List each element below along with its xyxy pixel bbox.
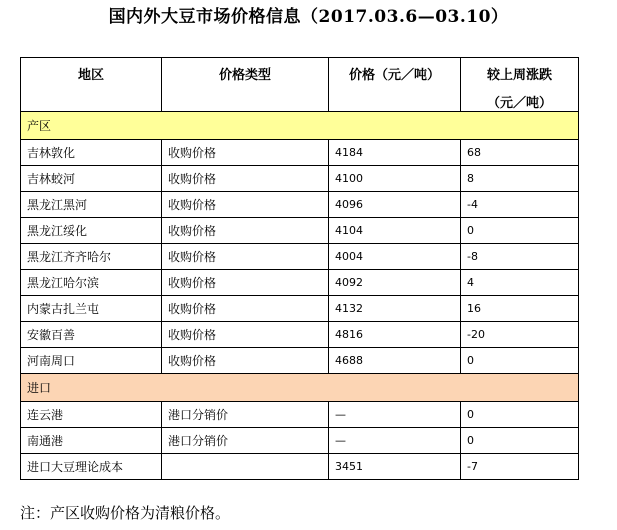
table-row	[21, 218, 579, 244]
cell-price: 4092	[329, 270, 461, 296]
cell-price-type: 收购价格	[162, 322, 329, 348]
cell-change: -8	[461, 244, 579, 270]
cell-region: 连云港	[21, 402, 162, 428]
cell-price: 4100	[329, 166, 461, 192]
footnote: 注：产区收购价格为清粮价格。	[20, 504, 231, 522]
table-row	[21, 296, 579, 322]
cell-change: 0	[461, 348, 579, 374]
cell-region: 黑龙江绥化	[21, 218, 162, 244]
table-header-row	[21, 58, 579, 112]
cell-price-type: 收购价格	[162, 218, 329, 244]
cell-price: 4004	[329, 244, 461, 270]
header-price: 价格（元／吨）	[329, 58, 461, 112]
header-region: 地区	[21, 58, 162, 112]
cell-price-type: 收购价格	[162, 244, 329, 270]
table-row	[21, 322, 579, 348]
table-row	[21, 454, 579, 480]
cell-price: 4132	[329, 296, 461, 322]
page-title: 国内外大豆市场价格信息（2017.03.6—03.10）	[108, 7, 509, 27]
cell-price-type: 港口分销价	[162, 428, 329, 454]
table-row	[21, 428, 579, 454]
table-row	[21, 402, 579, 428]
cell-region: 黑龙江哈尔滨	[21, 270, 162, 296]
cell-change: -7	[461, 454, 579, 480]
cell-price: 4104	[329, 218, 461, 244]
table-body	[21, 112, 579, 480]
cell-price-type: 收购价格	[162, 270, 329, 296]
table-row	[21, 270, 579, 296]
cell-price: —	[329, 428, 461, 454]
cell-price-type: 收购价格	[162, 140, 329, 166]
table-row	[21, 348, 579, 374]
cell-region: 进口大豆理论成本	[21, 454, 162, 480]
cell-price: 4096	[329, 192, 461, 218]
cell-region: 南通港	[21, 428, 162, 454]
cell-price-type: 收购价格	[162, 296, 329, 322]
table-row	[21, 244, 579, 270]
section-row	[21, 374, 579, 402]
cell-price-type: 港口分销价	[162, 402, 329, 428]
price-table	[20, 57, 579, 480]
cell-price: —	[329, 402, 461, 428]
cell-change: 8	[461, 166, 579, 192]
section-label: 产区	[21, 112, 579, 140]
cell-change: 68	[461, 140, 579, 166]
header-price-type: 价格类型	[162, 58, 329, 112]
cell-change: 0	[461, 428, 579, 454]
cell-price: 3451	[329, 454, 461, 480]
cell-change: 0	[461, 218, 579, 244]
cell-region: 黑龙江黑河	[21, 192, 162, 218]
table-row	[21, 140, 579, 166]
cell-region: 内蒙古扎兰屯	[21, 296, 162, 322]
cell-change: -4	[461, 192, 579, 218]
cell-price: 4688	[329, 348, 461, 374]
cell-region: 安徽百善	[21, 322, 162, 348]
cell-change: -20	[461, 322, 579, 348]
cell-change: 4	[461, 270, 579, 296]
cell-price-type: 收购价格	[162, 348, 329, 374]
table-row	[21, 192, 579, 218]
cell-change: 0	[461, 402, 579, 428]
cell-price-type: 收购价格	[162, 166, 329, 192]
cell-price-type	[162, 454, 329, 480]
cell-price: 4816	[329, 322, 461, 348]
cell-region: 吉林蛟河	[21, 166, 162, 192]
section-label: 进口	[21, 374, 579, 402]
cell-region: 吉林敦化	[21, 140, 162, 166]
section-row	[21, 112, 579, 140]
cell-price-type: 收购价格	[162, 192, 329, 218]
cell-region: 河南周口	[21, 348, 162, 374]
cell-change: 16	[461, 296, 579, 322]
cell-price: 4184	[329, 140, 461, 166]
table-row	[21, 166, 579, 192]
cell-region: 黑龙江齐齐哈尔	[21, 244, 162, 270]
header-change: 较上周涨跌 （元／吨）	[461, 58, 579, 112]
